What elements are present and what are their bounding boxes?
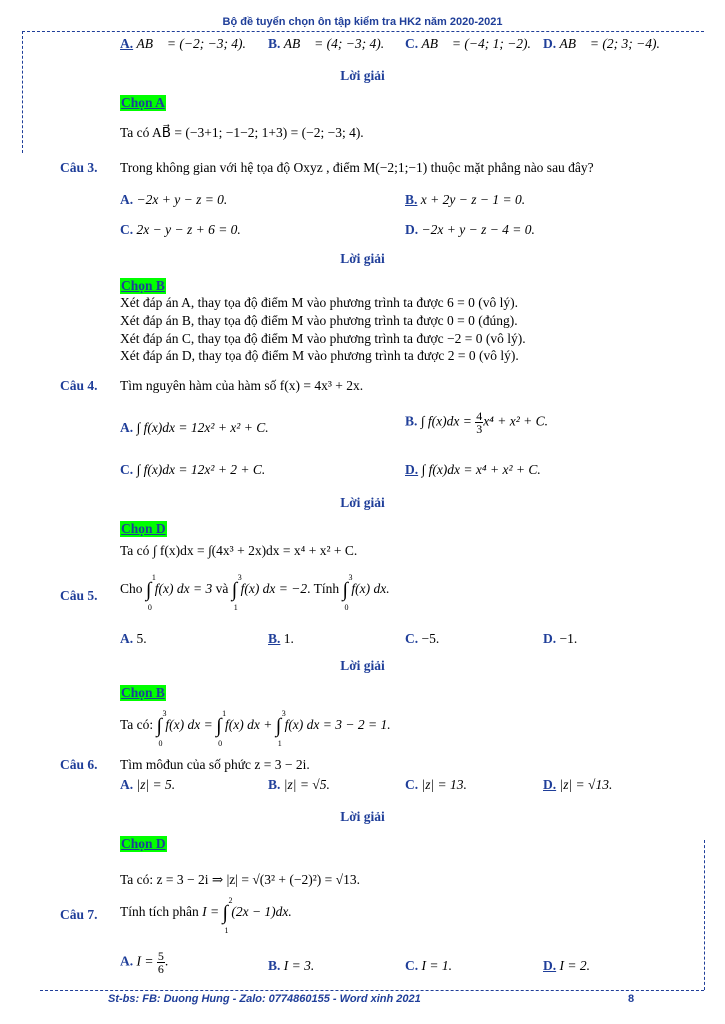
q6-answer-badge: Chọn D bbox=[121, 836, 166, 851]
q4-number: Câu 4. bbox=[60, 378, 98, 393]
q4-option-b: B. ∫ f(x)dx = $\frac{4}{3}$ x⁴ + x² + C. bbox=[405, 409, 549, 436]
q3-option-c: C. 2x − y − z + 6 = 0. bbox=[120, 222, 241, 237]
integral-sign: ∫ 3 1 bbox=[275, 709, 286, 748]
q3-number: Câu 3. bbox=[60, 160, 98, 175]
q3-solution-line: Xét đáp án D, thay tọa độ điểm M vào phương trình ta được 2 = 0 (vô lý). bbox=[120, 348, 519, 363]
q5-answer-badge: Chọn B bbox=[121, 685, 165, 700]
q2-answer-badge: Chọn A bbox=[121, 95, 165, 110]
q6-option-d: D. |z| = √13. bbox=[543, 777, 613, 792]
q5-text: Cho ∫ 1 0 f(x) dx = 3 và ∫ 3 1 f(x) dx = −2. Tính ∫ 3 0 f(x) dx. bbox=[120, 573, 390, 612]
q5-solution: Ta có: ∫ 3 0 f(x) dx = ∫ 1 0 f(x) dx + ∫ 3 1 f(x) dx = 3 − 2 = 1. bbox=[120, 709, 391, 748]
q7-option-b: B. I = 3. bbox=[268, 958, 315, 973]
q6-option-a: A. |z| = 5. bbox=[120, 777, 176, 792]
footer-credit: St-bs: FB: Duong Hung - Zalo: 0774860155 - Word xinh 2021 bbox=[108, 993, 421, 1005]
integral-sign: ∫ 3 0 bbox=[342, 573, 353, 612]
q6-solution-title: Lời giải bbox=[340, 809, 385, 824]
q5-solution-title: Lời giải bbox=[340, 658, 385, 673]
q7-number: Câu 7. bbox=[60, 907, 98, 922]
q3-option-b: B. x + 2y − z − 1 = 0. bbox=[405, 192, 526, 207]
q2-option-c: C. AB⃗ = (−4; 1; −2). bbox=[405, 36, 531, 51]
footer-divider bbox=[40, 990, 704, 991]
integral-sign: ∫ 3 1 bbox=[231, 573, 242, 612]
q4-solution: Ta có ∫ f(x)dx = ∫(4x³ + 2x)dx = x⁴ + x² + C. bbox=[120, 543, 358, 558]
q3-text: Trong không gian với hệ tọa độ Oxyz , điểm M(−2;1;−1) thuộc mặt phẳng nào sau đây? bbox=[120, 160, 594, 175]
q4-option-c: C. ∫ f(x)dx = 12x² + 2 + C. bbox=[120, 462, 266, 477]
q2-option-a: A. AB⃗ = (−2; −3; 4). bbox=[120, 36, 246, 51]
q4-solution-title: Lời giải bbox=[340, 495, 385, 510]
q3-option-d: D. −2x + y − z − 4 = 0. bbox=[405, 222, 535, 237]
q4-answer-badge: Chọn D bbox=[121, 521, 166, 536]
q4-text: Tìm nguyên hàm của hàm số f(x) = 4x³ + 2x. bbox=[120, 378, 364, 393]
q2-solution-title: Lời giải bbox=[340, 68, 385, 83]
q5-number: Câu 5. bbox=[60, 588, 98, 603]
q5-option-b: B. 1. bbox=[268, 631, 294, 646]
q6-solution: Ta có: z = 3 − 2i ⇒ |z| = √(3² + (−2)²) = √13. bbox=[120, 872, 360, 887]
integral-sign: ∫ 3 0 bbox=[156, 709, 167, 748]
page-number: 8 bbox=[628, 993, 635, 1005]
q7-option-c: C. I = 1. bbox=[405, 958, 452, 973]
page-header: Bộ đề tuyển chọn ôn tập kiểm tra HK2 năm 2020-2021 bbox=[222, 16, 503, 28]
integral-sign: ∫ 1 0 bbox=[145, 573, 156, 612]
q6-option-b: B. |z| = √5. bbox=[268, 777, 330, 792]
q4-option-a: A. ∫ f(x)dx = 12x² + x² + C. bbox=[120, 420, 269, 435]
q3-solution-line: Xét đáp án B, thay tọa độ điểm M vào phương trình ta được 0 = 0 (đúng). bbox=[120, 313, 518, 328]
q3-solution-title: Lời giải bbox=[340, 251, 385, 266]
q5-option-a: A. 5. bbox=[120, 631, 147, 646]
q3-solution-line: Xét đáp án C, thay tọa độ điểm M vào phương trình ta được −2 = 0 (vô lý). bbox=[120, 331, 526, 346]
q2-option-b: B. AB⃗ = (4; −3; 4). bbox=[268, 36, 385, 51]
fraction: $\frac{5}{6}$ bbox=[157, 949, 164, 976]
integral-sign: ∫ 2 1 bbox=[222, 896, 233, 935]
q7-text: Tính tích phân I = ∫ 2 1 (2x − 1)dx. bbox=[120, 896, 292, 935]
right-border bbox=[704, 840, 705, 990]
q6-option-c: C. |z| = 13. bbox=[405, 777, 467, 792]
q4-option-d: D. ∫ f(x)dx = x⁴ + x² + C. bbox=[405, 462, 541, 477]
q7-option-a: A. I = $\frac{5}{6}$ . bbox=[120, 949, 169, 976]
header-divider bbox=[22, 31, 704, 32]
q3-option-a: A. −2x + y − z = 0. bbox=[120, 192, 228, 207]
q6-text: Tìm môđun của số phức z = 3 − 2i. bbox=[120, 757, 310, 772]
q7-option-d: D. I = 2. bbox=[543, 958, 590, 973]
left-border bbox=[22, 31, 23, 153]
q3-answer-badge: Chọn B bbox=[121, 278, 165, 293]
q2-option-d: D. AB⃗ = (2; 3; −4). bbox=[543, 36, 660, 51]
q5-option-d: D. −1. bbox=[543, 631, 578, 646]
q5-option-c: C. −5. bbox=[405, 631, 440, 646]
q6-number: Câu 6. bbox=[60, 757, 98, 772]
q3-solution-line: Xét đáp án A, thay tọa độ điểm M vào phương trình ta được 6 = 0 (vô lý). bbox=[120, 295, 518, 310]
q2-solution: Ta có AB⃗ = (−3+1; −1−2; 1+3) = (−2; −3; 4). bbox=[120, 125, 364, 140]
fraction: $\frac{4}{3}$ bbox=[476, 409, 483, 436]
integral-sign: ∫ 1 0 bbox=[216, 709, 227, 748]
